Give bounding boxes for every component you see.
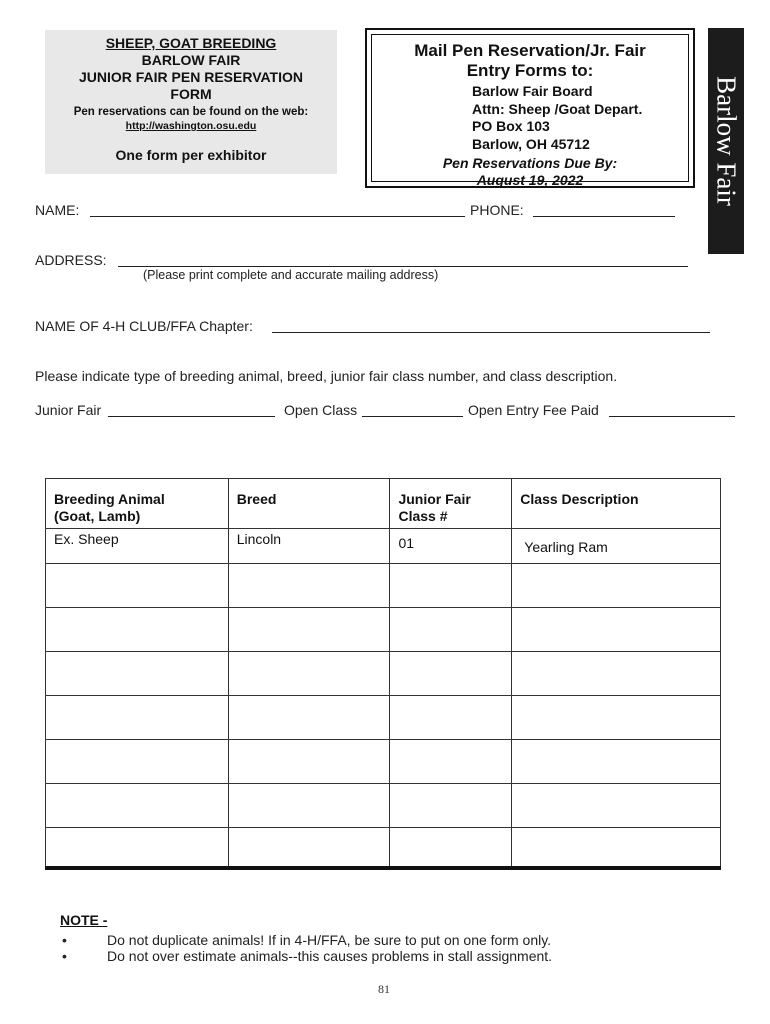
web-link[interactable]: http://washington.osu.edu bbox=[125, 120, 257, 132]
header-class-description: Class Description bbox=[512, 479, 721, 529]
table-row[interactable] bbox=[46, 740, 721, 784]
form-title-box bbox=[45, 30, 337, 174]
junior-fair-field[interactable] bbox=[108, 402, 275, 417]
address-field[interactable] bbox=[118, 252, 688, 267]
due-date: August 19, 2022 bbox=[476, 172, 584, 188]
phone-field[interactable] bbox=[533, 202, 675, 217]
form-subtitle: JUNIOR FAIR PEN RESERVATION bbox=[78, 69, 304, 85]
header-breeding-animal: Breeding Animal (Goat, Lamb) bbox=[46, 479, 229, 529]
example-class-description: Yearling Ram bbox=[512, 529, 721, 564]
open-fee-field[interactable] bbox=[609, 402, 735, 417]
table-row[interactable] bbox=[46, 828, 721, 868]
web-note: Pen reservations can be found on the web: bbox=[73, 106, 309, 118]
form-subtitle-2: FORM bbox=[170, 86, 212, 102]
note-bullet-2: • Do not over estimate animals--this causes problems in stall assignment. bbox=[62, 948, 553, 964]
address-line-4: Barlow, OH 45712 bbox=[472, 135, 590, 152]
table-row[interactable] bbox=[46, 564, 721, 608]
name-label: NAME: bbox=[35, 202, 80, 218]
example-animal: Ex. Sheep bbox=[46, 529, 229, 564]
example-class-number: 01 bbox=[390, 529, 512, 564]
table-header-row bbox=[46, 479, 721, 529]
fair-name: BARLOW FAIR bbox=[141, 52, 241, 68]
example-row bbox=[46, 529, 721, 564]
form-title: SHEEP, GOAT BREEDING bbox=[105, 35, 277, 51]
table-row[interactable] bbox=[46, 652, 721, 696]
address-line-2: Attn: Sheep /Goat Depart. bbox=[472, 100, 643, 117]
mail-title-1: Mail Pen Reservation/Jr. Fair bbox=[414, 41, 646, 60]
example-breed: Lincoln bbox=[228, 529, 390, 564]
address-line-1: Barlow Fair Board bbox=[472, 83, 593, 99]
address-note: (Please print complete and accurate mailing address) bbox=[143, 268, 439, 282]
address-label: ADDRESS: bbox=[35, 252, 107, 268]
page-number: 81 bbox=[378, 982, 390, 996]
club-label: NAME OF 4-H CLUB/FFA Chapter: bbox=[35, 318, 253, 334]
table-row[interactable] bbox=[46, 784, 721, 828]
note-bullet-1: • Do not duplicate animals! If in 4-H/FFA, be sure to put on one form only. bbox=[62, 932, 552, 948]
instructions: Please indicate type of breeding animal, breed, junior fair class number, and class description. bbox=[35, 368, 618, 384]
club-field[interactable] bbox=[272, 318, 710, 333]
table-row[interactable] bbox=[46, 696, 721, 740]
junior-fair-label: Junior Fair bbox=[35, 402, 102, 418]
side-tab-label: Barlow Fair bbox=[711, 76, 742, 206]
bullet-icon: • bbox=[62, 948, 67, 964]
bullet-icon: • bbox=[62, 932, 67, 948]
one-form-note: One form per exhibitor bbox=[115, 147, 267, 163]
address-line-3: PO Box 103 bbox=[472, 118, 550, 134]
open-class-field[interactable] bbox=[362, 402, 463, 417]
open-fee-label: Open Entry Fee Paid bbox=[468, 402, 599, 418]
mail-title-2: Entry Forms to: bbox=[466, 61, 594, 80]
phone-label: PHONE: bbox=[470, 202, 524, 218]
entry-table bbox=[45, 478, 721, 870]
open-class-label: Open Class bbox=[284, 402, 358, 418]
table-row[interactable] bbox=[46, 608, 721, 652]
side-tab bbox=[708, 28, 744, 254]
header-class-number: Junior Fair Class # bbox=[390, 479, 512, 529]
mailing-address-box bbox=[365, 28, 695, 188]
header-breed: Breed bbox=[228, 479, 390, 529]
name-field[interactable] bbox=[90, 202, 465, 217]
due-label: Pen Reservations Due By: bbox=[442, 155, 618, 171]
note-heading: NOTE - bbox=[60, 912, 108, 928]
